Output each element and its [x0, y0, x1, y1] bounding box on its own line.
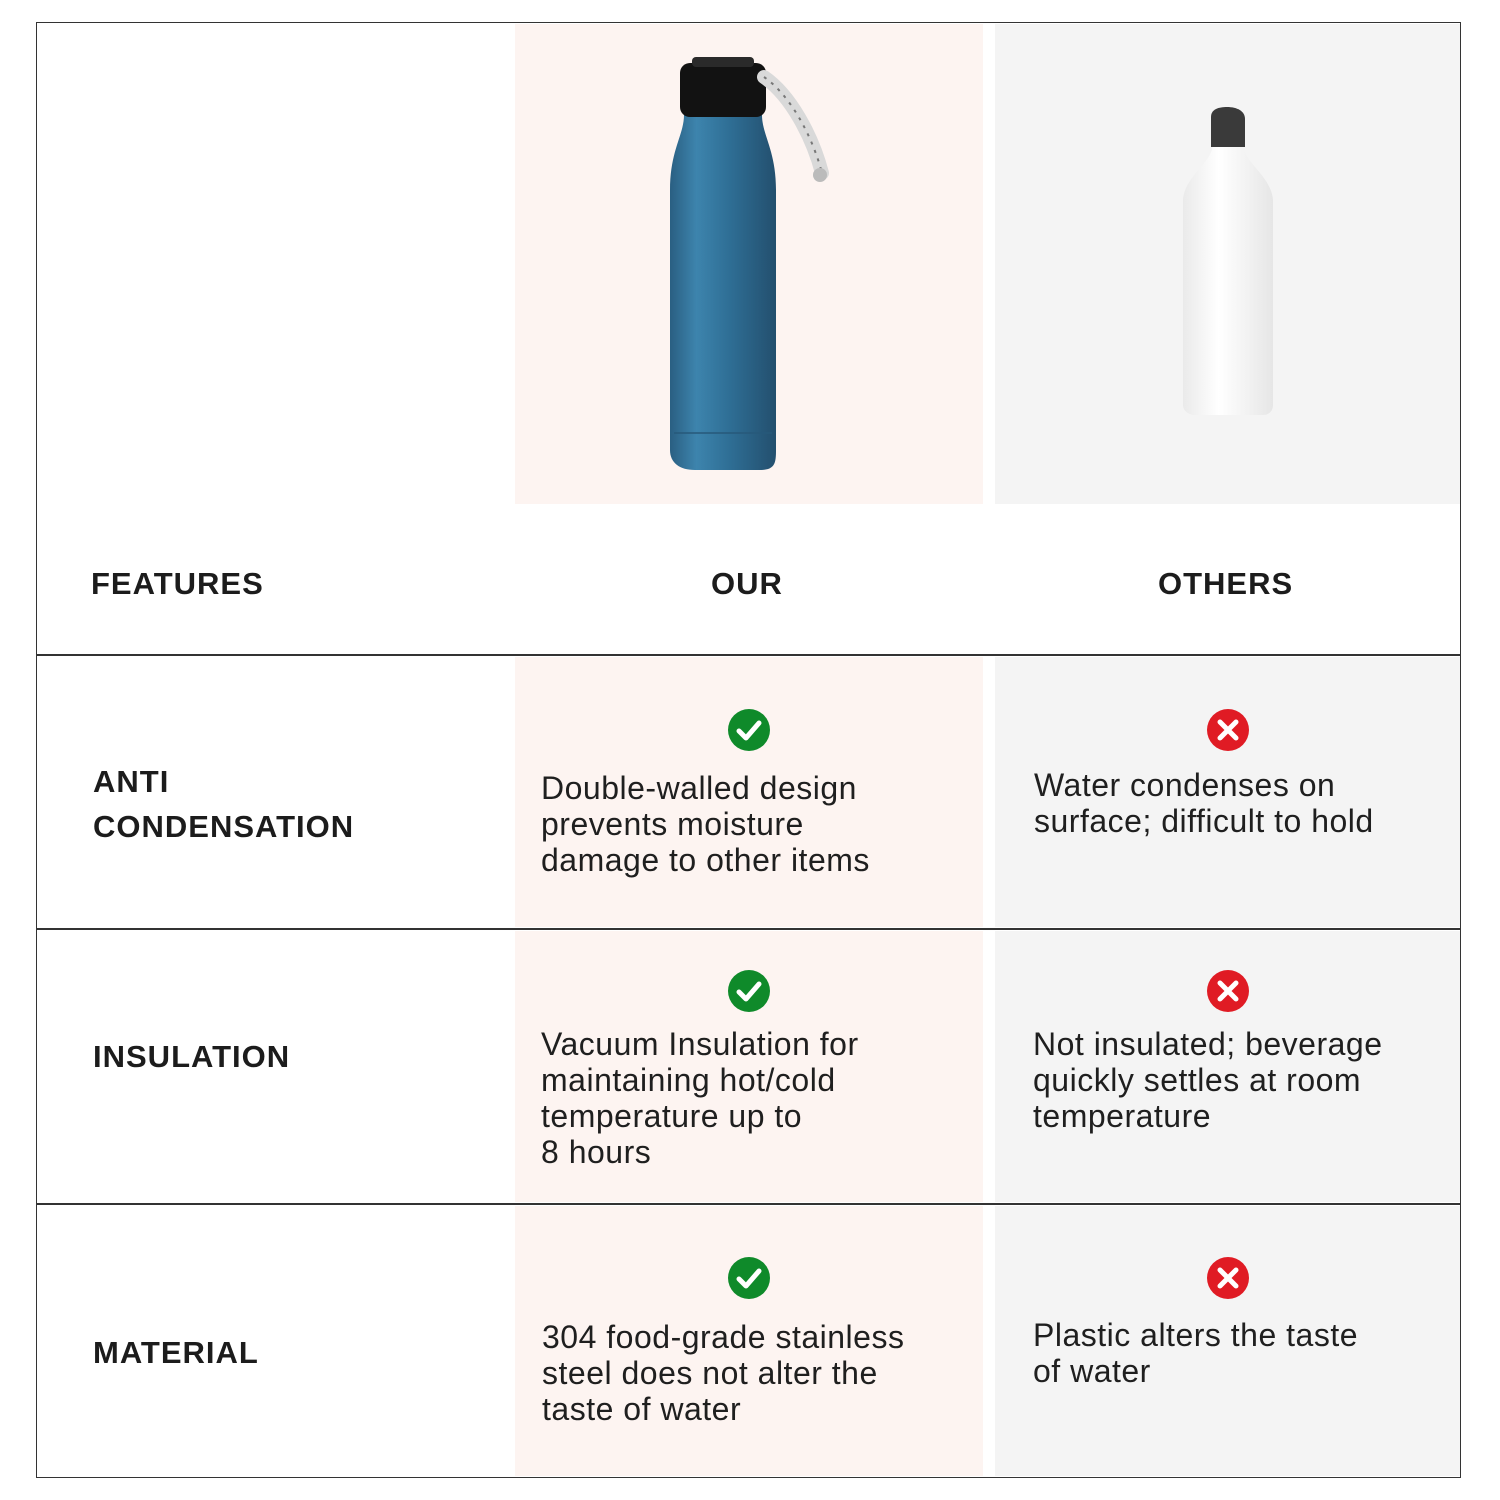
- others-description-insulation: Not insulated; beverage quickly settles at room temperature: [1033, 1026, 1383, 1134]
- our-description-anti-condensation: Double-walled design prevents moisture damage to other items: [541, 770, 870, 878]
- cross-icon: [1206, 969, 1250, 1013]
- feature-label-anti-condensation: ANTI CONDENSATION: [93, 764, 355, 844]
- features-header: FEATURES: [91, 566, 264, 601]
- row-divider: [36, 928, 1461, 930]
- our-header: OUR: [711, 566, 783, 601]
- others-description-material: Plastic alters the taste of water: [1033, 1317, 1359, 1389]
- our-description-insulation: Vacuum Insulation for maintaining hot/cold temperature up to 8 hours: [541, 1026, 859, 1170]
- white-bottle-image: [1175, 105, 1285, 420]
- cross-icon: [1206, 1256, 1250, 1300]
- row-divider: [36, 654, 1461, 656]
- others-header: OTHERS: [1158, 566, 1294, 601]
- cross-icon: [1206, 708, 1250, 752]
- feature-label-insulation: INSULATION: [93, 1039, 291, 1074]
- check-icon: [727, 969, 771, 1013]
- blue-bottle-image: [640, 55, 840, 475]
- check-icon: [727, 708, 771, 752]
- row-divider: [36, 1203, 1461, 1205]
- our-description-material: 304 food-grade stainless steel does not alter the taste of water: [542, 1319, 905, 1427]
- others-description-anti-condensation: Water condenses on surface; difficult to hold: [1034, 767, 1374, 839]
- check-icon: [727, 1256, 771, 1300]
- feature-label-material: MATERIAL: [93, 1335, 259, 1370]
